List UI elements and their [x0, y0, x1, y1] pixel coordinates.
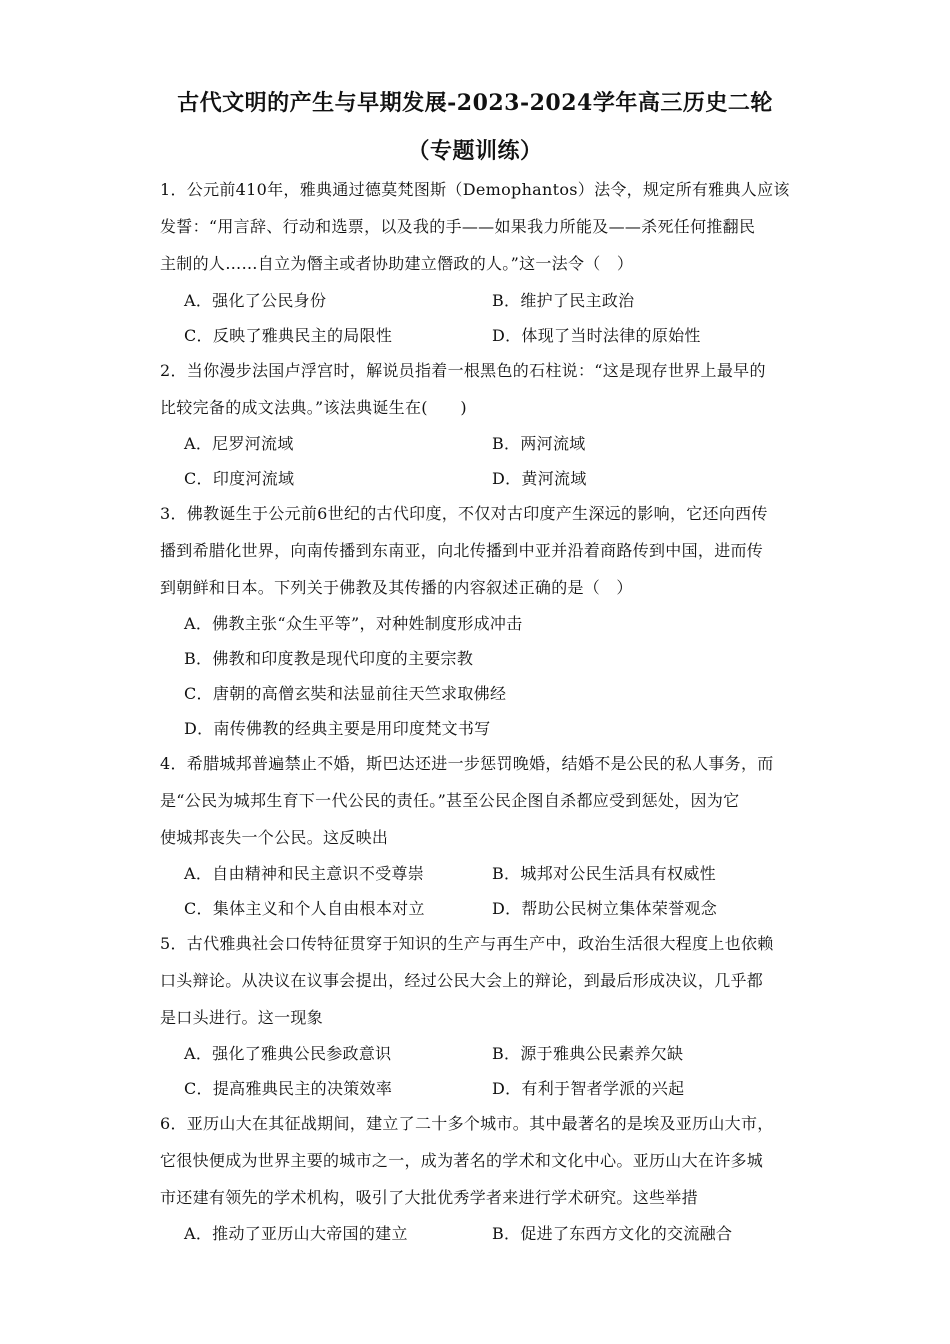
question-4-option-d: D．帮助公民树立集体荣誉观念: [492, 899, 718, 918]
question-1-option-a: A．强化了公民身份: [184, 291, 327, 310]
question-5-stem-line: 是口头进行。这一现象: [160, 1008, 324, 1027]
question-6-stem-line: 6．亚历山大在其征战期间，建立了二十多个城市。其中最著名的是埃及亚历山大市，: [160, 1114, 774, 1133]
question-4-stem-line: 是“公民为城邦生育下一代公民的责任。”甚至公民企图自杀都应受到惩处，因为它: [160, 791, 740, 810]
question-1-option-c: C．反映了雅典民主的局限性: [184, 326, 393, 345]
question-1-stem-line: 发誓：“用言辞、行动和选票，以及我的手——如果我力所能及——杀死任何推翻民: [160, 217, 756, 236]
question-4-option-a: A．自由精神和民主意识不受尊崇: [184, 864, 425, 883]
question-3-option-c: C．唐朝的高僧玄奘和法显前往天竺求取佛经: [184, 684, 507, 703]
question-1-stem-line: 1．公元前410年，雅典通过德莫梵图斯（Demophantos）法令，规定所有雅典人应该: [160, 180, 790, 199]
question-4-option-c: C．集体主义和个人自由根本对立: [184, 899, 425, 918]
question-3-stem-line: 播到希腊化世界，向南传播到东南亚，向北传播到中亚并沿着商路传到中国，进而传: [160, 541, 764, 560]
question-5-stem-line: 口头辩论。从决议在议事会提出，经过公民大会上的辩论，到最后形成决议，几乎都: [160, 971, 764, 990]
question-2-stem-line: 2．当你漫步法国卢浮宫时，解说员指着一根黑色的石柱说：“这是现存世界上最早的: [160, 361, 766, 380]
question-6-option-a: A．推动了亚历山大帝国的建立: [184, 1224, 408, 1243]
question-5-option-d: D．有利于智者学派的兴起: [492, 1079, 685, 1098]
question-5-stem-line: 5．古代雅典社会口传特征贯穿于知识的生产与再生产中，政治生活很大程度上也依赖: [160, 934, 774, 953]
question-3-stem-line: 到朝鲜和日本。下列关于佛教及其传播的内容叙述正确的是（ ）: [160, 578, 633, 597]
question-3-stem-line: 3．佛教诞生于公元前6世纪的古代印度，不仅对古印度产生深远的影响，它还向西传: [160, 504, 768, 523]
question-2-option-c: C．印度河流域: [184, 469, 295, 488]
document-subtitle: （专题训练）: [407, 138, 543, 164]
question-1-option-b: B．维护了民主政治: [492, 291, 635, 310]
document-title: 古代文明的产生与早期发展-2023-2024学年高三历史二轮: [177, 90, 773, 116]
question-2-stem-line: 比较完备的成文法典。”该法典诞生在( ): [160, 398, 467, 417]
question-1-option-d: D．体现了当时法律的原始性: [492, 326, 701, 345]
question-4-stem-line: 4．希腊城邦普遍禁止不婚，斯巴达还进一步惩罚晚婚，结婚不是公民的私人事务，而: [160, 754, 774, 773]
question-4-stem-line: 使城邦丧失一个公民。这反映出: [160, 828, 389, 847]
question-6-stem-line: 它很快便成为世界主要的城市之一，成为著名的学术和文化中心。亚历山大在许多城: [160, 1151, 764, 1170]
question-3-option-d: D．南传佛教的经典主要是用印度梵文书写: [184, 719, 491, 738]
question-2-option-d: D．黄河流域: [492, 469, 587, 488]
question-2-option-b: B．两河流域: [492, 434, 586, 453]
question-6-option-b: B．促进了东西方文化的交流融合: [492, 1224, 733, 1243]
question-5-option-b: B．源于雅典公民素养欠缺: [492, 1044, 684, 1063]
question-6-stem-line: 市还建有领先的学术机构，吸引了大批优秀学者来进行学术研究。这些举措: [160, 1188, 698, 1207]
question-2-option-a: A．尼罗河流域: [184, 434, 294, 453]
question-3-option-b: B．佛教和印度教是现代印度的主要宗教: [184, 649, 474, 668]
question-5-option-a: A．强化了雅典公民参政意识: [184, 1044, 392, 1063]
question-4-option-b: B．城邦对公民生活具有权威性: [492, 864, 716, 883]
question-1-stem-line: 主制的人……自立为僭主或者协助建立僭政的人。”这一法令（ ）: [160, 254, 634, 273]
question-3-option-a: A．佛教主张“众生平等”，对种姓制度形成冲击: [184, 614, 523, 633]
question-5-option-c: C．提高雅典民主的决策效率: [184, 1079, 393, 1098]
